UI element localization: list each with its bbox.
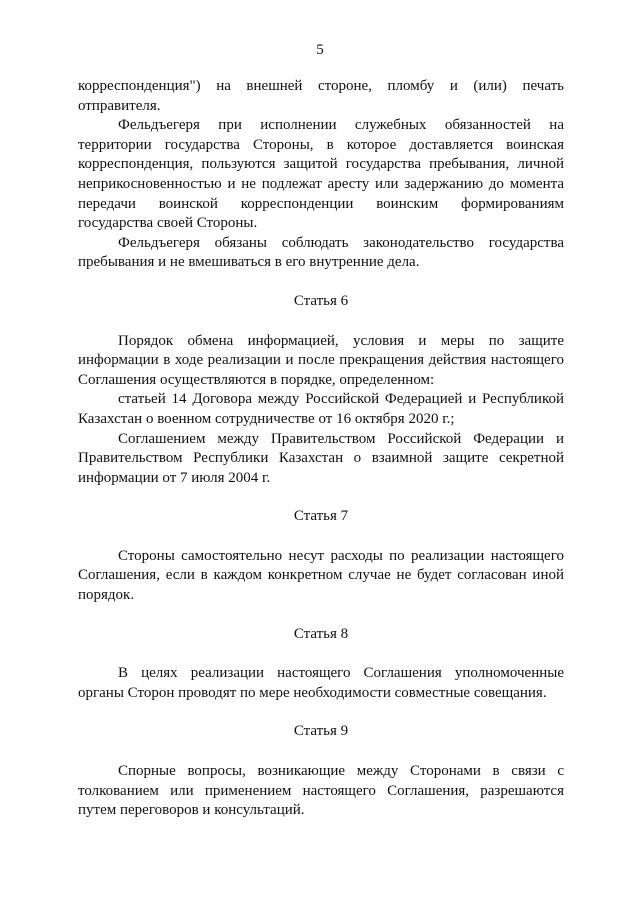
heading-article-6: Статья 6 [293, 292, 349, 309]
heading-article-7: Статья 7 [293, 508, 349, 525]
heading-article-8: Статья 8 [293, 625, 349, 642]
paragraph-continuation: корреспонденция") на внешней стороне, пломбу и (или) печать отправителя. [78, 78, 564, 114]
paragraph-treaty-reference: статьей 14 Договора между Российской Федерацией и Республикой Казахстан о военном сотрудничестве от 16 октября 2020 г.; [78, 391, 564, 427]
paragraph-agreement-reference: Соглашением между Правительством Российской Федерации и Правительством Республики Казахстан о взаимной защите секретной информации от 7 июля 2004 г. [78, 430, 564, 486]
paragraph-expenses: Стороны самостоятельно несут расходы по реализации настоящего Соглашения, если в каждом конкретном случае не будет согласован иной порядок. [78, 547, 564, 604]
paragraph-disputes: Спорные вопросы, возникающие между Сторонами в связи с толкованием или применением настоящего Соглашения, разрешаются путем переговоров и консультаций. [78, 763, 564, 819]
page-number: 5 [316, 42, 324, 58]
heading-article-9: Статья 9 [293, 723, 349, 740]
paragraph-information-exchange: Порядок обмена информацией, условия и меры по защите информации в ходе реализации и после прекращения действия настоящего Соглашения осуществляются в порядке, определенном: [78, 332, 564, 388]
paragraph-couriers-obligations: Фельдъегеря обязаны соблюдать законодательство государства пребывания и не вмешиваться в его внутренние дела. [78, 234, 564, 271]
document-body [78, 77, 564, 821]
paragraph-meetings: В целях реализации настоящего Соглашения уполномоченные органы Сторон проводят по мере необходимости совместные совещания. [78, 665, 564, 701]
paragraph-couriers-immunity: Фельдъегеря при исполнении служебных обязанностей на территории государства Стороны, в которое доставляется воинская корреспонденция, пользуются защитой государства пребывания, личной неприкосновенностью и не подлежат аресту или задержанию до момента передачи воинской корреспонденции воинским формированиям государства своей Стороны. [78, 117, 564, 232]
